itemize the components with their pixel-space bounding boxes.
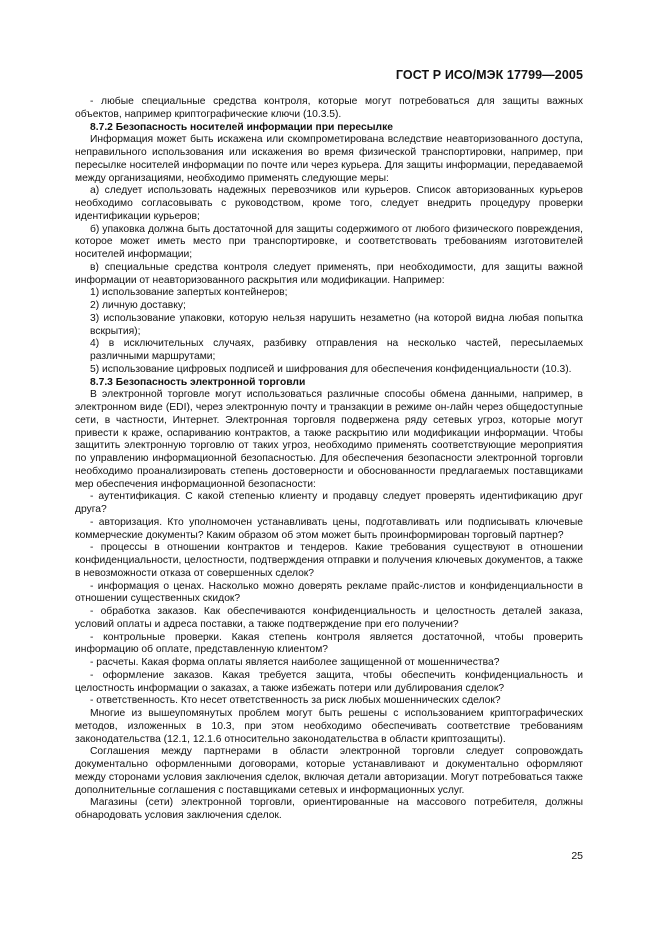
document-body	[75, 96, 583, 823]
paragraph: Многие из вышеупомянутых проблем могут быть решены с использованием криптографических методов, изложенных в 10.3, при этом необходимо обеспечивать соответствие требованиям законодательства (12.1, 12.1.6 относительно законодательства в области криптозащиты).	[75, 708, 583, 745]
paragraph: - ответственность. Кто несет ответственность за риск любых мошеннических сделок?	[90, 695, 501, 707]
paragraph: - информация о ценах. Насколько можно доверять рекламе прайс-листов и конфиденциальности в отношении существенных скидок?	[75, 580, 583, 605]
section-heading: 8.7.3 Безопасность электронной торговли	[90, 376, 306, 388]
paragraph: Соглашения между партнерами в области электронной торговли следует сопровождать документально оформленными договорами, которые устанавливают и документально оформляют между сторонами условия заключения сделок, включая детали авторизации. Могут потребоваться также дополнительные соглашения с поставщиками сетевых и информационных услуг.	[75, 746, 583, 796]
list-item: 5) использование цифровых подписей и шифрования для обеспечения конфиденциальности (10.3).	[90, 363, 572, 375]
list-item: 4) в исключительных случаях, разбивку отправления на несколько частей, пересылаемых различными маршрутами;	[90, 338, 583, 362]
page-number: 25	[571, 850, 583, 862]
paragraph: - авторизация. Кто уполномочен устанавливать цены, подготавливать или подписывать ключевые коммерческие документы? Каким образом об этом может быть проинформирован торговый партнер?	[75, 516, 583, 541]
paragraph: - контрольные проверки. Какая степень контроля является достаточной, чтобы проверить информацию об оплате, представленную клиентом?	[75, 631, 583, 656]
list-item: 2) личную доставку;	[90, 300, 186, 311]
paragraph: Информация может быть искажена или скомпрометирована вследствие неавторизованного доступа, неправильного использования или искажения во время физической транспортировки, например, при пересылке носителей информации по почте или через курьера. Для защиты информации, передаваемой между организациями, необходимо применять следующие меры:	[75, 134, 583, 184]
paragraph: - процессы в отношении контрактов и тендеров. Какие требования существуют в отношении конфиденциальности, целостности, подтверждения отправки и получения ключевых документов, а также в невозможности отказа от совершенных сделок?	[75, 542, 583, 579]
paragraph: - любые специальные средства контроля, которые могут потребоваться для защиты важных объектов, например криптографические ключи (10.3.5).	[75, 96, 583, 120]
paragraph: б) упаковка должна быть достаточной для защиты содержимого от любого физического повреждения, которое может иметь место при транспортировке, и соответствовать требованиям изготовителей носителей информации;	[75, 223, 583, 260]
paragraph: в) специальные средства контроля следует применять, при необходимости, для защиты важной информации от неавторизованного раскрытия или модификации. Например:	[75, 261, 583, 286]
paragraph: Магазины (сети) электронной торговли, ориентированные на массового потребителя, должны обнародовать условия заключения сделок.	[75, 797, 583, 821]
paragraph: - аутентификация. С какой степенью клиенту и продавцу следует проверять идентификацию друг друга?	[75, 491, 583, 515]
list-item: 1) использование запертых контейнеров;	[90, 287, 288, 299]
paragraph: В электронной торговле могут использоваться различные способы обмена данными, например, в электронном виде (EDI), через электронную почту и транзакции в режиме он-лайн через общедоступные сети, в частности, Интернет. Электронная торговля подвержена ряду сетевых угроз, которые могут привести к краже, оспариванию контрактов, а также раскрытию или модификации информации. Чтобы защитить электронную торговлю от таких угроз, необходимо применять соответствующие мероприятия по управлению информационной безопасностью. Для обеспечения безопасности электронной торговли необходимо проанализировать степень достоверности и обоснованности предлагаемых поставщиками мер обеспечения информационной безопасности:	[75, 389, 583, 490]
paragraph: - оформление заказов. Какая требуется защита, чтобы обеспечить конфиденциальность и целостность информации о заказах, а также избежать потери или дублирования сделок?	[75, 669, 583, 694]
paragraph: а) следует использовать надежных перевозчиков или курьеров. Список авторизованных курьеров необходимо согласовывать с руководством, кроме того, следует внедрить процедуру проверки идентификации курьеров;	[75, 185, 583, 222]
standard-header: ГОСТ Р ИСО/МЭК 17799—2005	[395, 68, 583, 82]
section-heading: 8.7.2 Безопасность носителей информации при пересылке	[90, 121, 393, 133]
paragraph: - обработка заказов. Как обеспечиваются конфиденциальность и целостность деталей заказа, условий оплаты и адреса поставки, а также подтверждение при его получении?	[75, 606, 583, 630]
paragraph: - расчеты. Какая форма оплаты является наиболее защищенной от мошенничества?	[90, 657, 500, 668]
list-item: 3) использование упаковки, которую нельзя нарушить незаметно (на которой видна любая попытка вскрытия);	[90, 312, 583, 337]
